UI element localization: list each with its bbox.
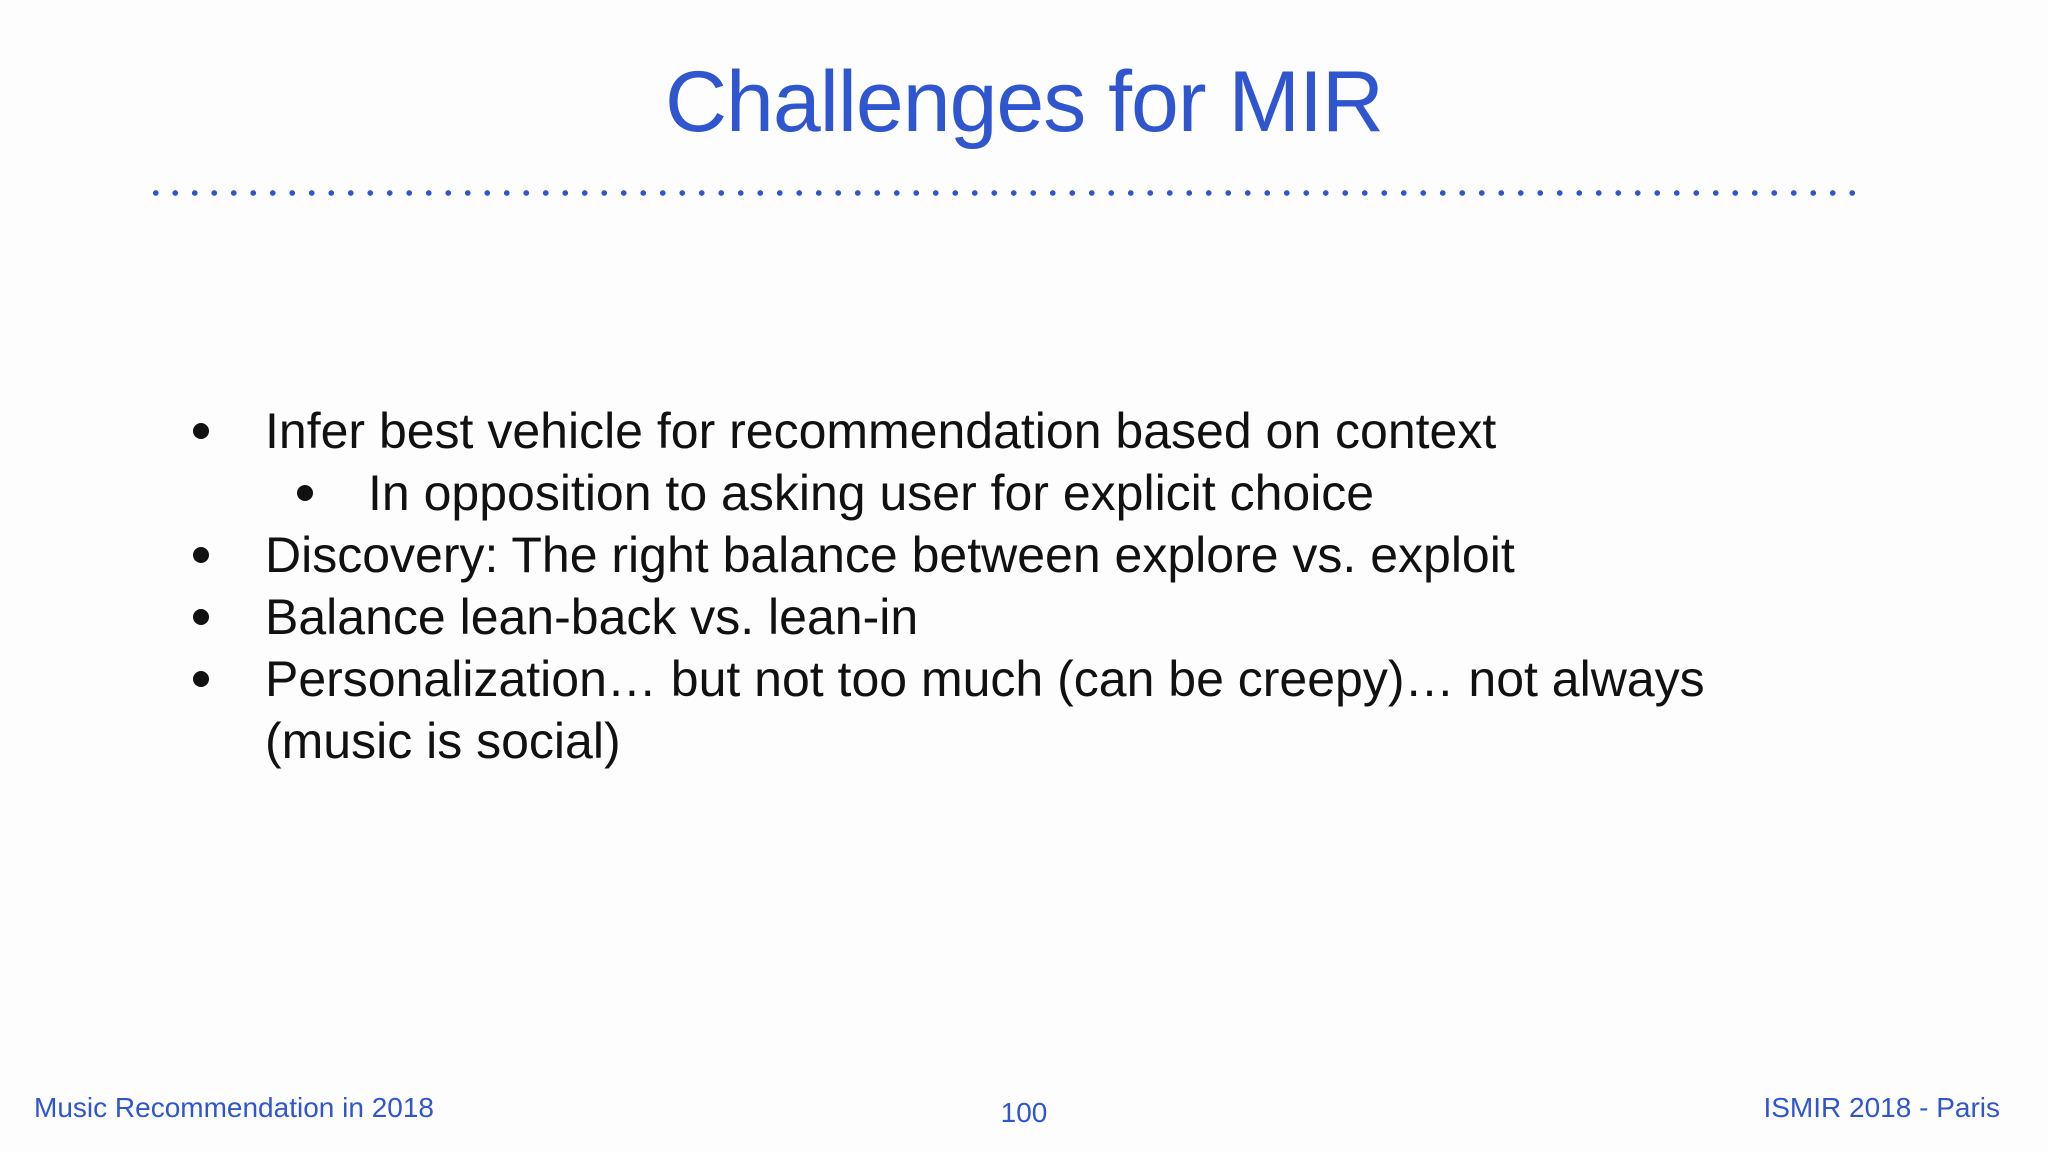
sub-bullet-item — [0, 462, 1868, 524]
bullet-point-icon — [297, 485, 313, 501]
page-number: 100 — [1000, 1097, 1048, 1128]
footer-title: Music Recommendation in 2018 — [34, 1092, 434, 1123]
footer-event: ISMIR 2018 - Paris — [1763, 1092, 2000, 1123]
bullet-text: Personalization… but not too much (can be creepy)… not always (music is social) — [265, 651, 1705, 769]
bullet-text: In opposition to asking user for explicit choice — [368, 465, 1375, 521]
bullet-point-icon — [193, 423, 209, 439]
bullet-item — [0, 400, 1865, 462]
bullet-text: Infer best vehicle for recommendation based on context — [265, 403, 1497, 459]
bullet-item — [0, 648, 1865, 772]
bullet-point-icon — [193, 671, 209, 687]
bullet-item — [0, 586, 1865, 648]
bullet-text: Discovery: The right balance between explore vs. exploit — [265, 527, 1515, 583]
dotted-divider — [146, 190, 1862, 196]
bullet-item — [0, 524, 1865, 586]
slide-title: Challenges for MIR — [664, 54, 1384, 150]
bullet-point-icon — [193, 547, 209, 563]
bullet-list — [0, 400, 2048, 772]
bullet-point-icon — [193, 609, 209, 625]
bullet-text: Balance lean-back vs. lean-in — [265, 589, 919, 645]
